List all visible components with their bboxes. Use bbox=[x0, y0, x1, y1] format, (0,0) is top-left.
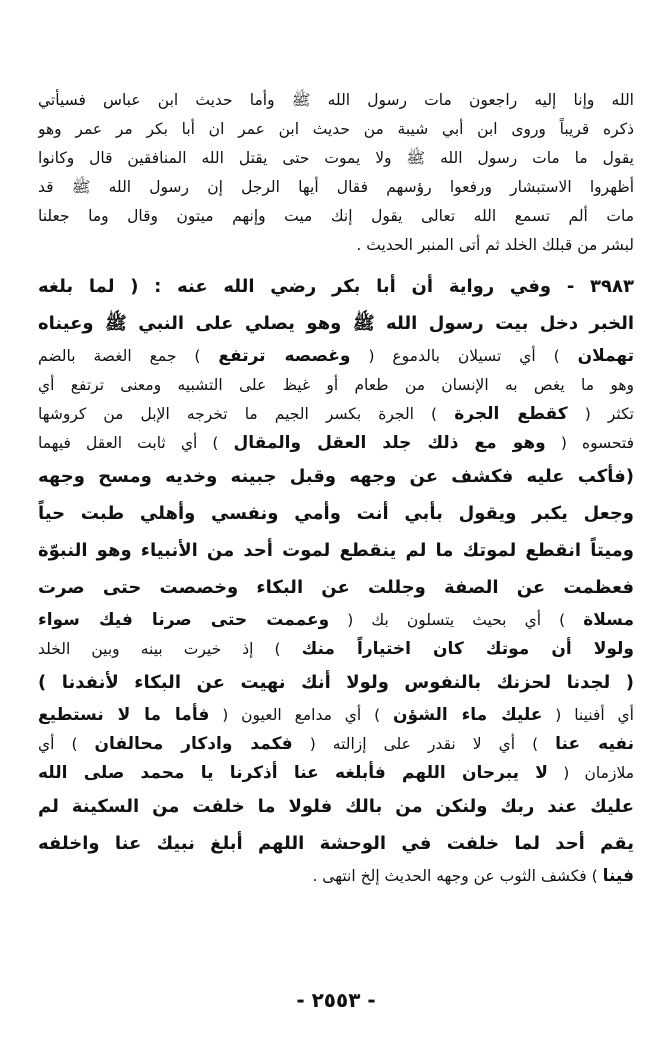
commentary-phrase: ) جمع الغصة بالضم bbox=[38, 347, 219, 365]
text-line: مات ألم تسمع الله تعالى يقول إنك ميت وإنهم ميتون وقال وما جعلنا bbox=[38, 207, 634, 225]
commentary-phrase: ملازمان ( bbox=[547, 764, 634, 782]
hadith-phrase: تهملان bbox=[577, 346, 634, 366]
commentary-phrase: ) أي bbox=[38, 735, 95, 753]
hadith-phrase: كقطع الجرة bbox=[454, 404, 568, 424]
text-line: لبشر من قبلك الخلد ثم أتى المنبر الحديث . bbox=[356, 236, 634, 254]
commentary-phrase: ) أي تسيلان بالدموع ( bbox=[350, 347, 578, 365]
hadith-heading-line: ٣٩٨٣ - وفي رواية أن أبا بكر رضي الله عنه : ( لما بلغه bbox=[38, 276, 634, 297]
mixed-line bbox=[38, 400, 634, 429]
commentary-phrase: ) أي بحيث يتسلون بك ( bbox=[329, 611, 584, 629]
mixed-line bbox=[38, 606, 634, 635]
commentary-phrase: ) أي ثابت العقل فيهما bbox=[38, 434, 234, 452]
hadith-text-line: (فأكب عليه فكشف عن وجهه وقبل جبينه وخديه ومسح وجهه bbox=[38, 466, 634, 487]
commentary-phrase: أي أفنينا ( bbox=[542, 706, 634, 724]
hadith-phrase: فينا bbox=[602, 866, 634, 886]
text-line: يقول ما مات رسول الله ﷺ ولا يموت حتى يقتل الله المنافقين قال وكانوا bbox=[38, 149, 634, 167]
page-number: - ٢٥٥٣ - bbox=[296, 988, 376, 1012]
mixed-line bbox=[38, 429, 634, 458]
hadith-phrase: وعممت حتى صرنا فيك سواء bbox=[38, 610, 330, 630]
commentary-phrase: فتحسوه ( bbox=[545, 434, 634, 452]
hadith-phrase: وهو مع ذلك جلد العقل والمقال bbox=[233, 433, 546, 453]
text-line: الله وإنا إليه راجعون مات رسول الله ﷺ وأما حديث ابن عباس فسيأتي bbox=[38, 91, 634, 109]
text-line: أظهروا الاستبشار ورفعوا رؤسهم فقال أيها الرجل إن رسول الله ﷺ قد bbox=[38, 178, 634, 196]
hadith-phrase: فأما ما لا نستطيع bbox=[38, 705, 210, 725]
hadith-text-line: وميتاً انقطع لموتك ما لم ينقطع لموت أحد من الأنبياء وهو النبوّة bbox=[38, 540, 634, 561]
commentary-phrase: ) الجرة بكسر الجيم ما تخرجه الإبل من كروشها bbox=[38, 405, 455, 423]
text-line: ذكره قريباً وروى ابن أبي شيبة من حديث ابن عمر ان أبا بكر مر عمر وهو bbox=[38, 120, 634, 138]
hadith-phrase: عليك ماء الشؤن bbox=[393, 705, 543, 725]
commentary-phrase: تكثر ( bbox=[567, 405, 634, 423]
hadith-phrase: فكمد وادكار محالفان bbox=[94, 734, 293, 754]
hadith-phrase: ولولا أن موتك كان اختياراً منك bbox=[301, 639, 634, 659]
hadith-text-line: ( لجدنا لحزنك بالنفوس ولولا أنك نهيت عن البكاء لأنفدنا ) bbox=[38, 672, 634, 693]
text-line: وهو ما يغص به الإنسان من طعام أو غيظ على التشبيه ومعنى ترتفع أي bbox=[38, 376, 634, 394]
hadith-text-line: الخبر دخل بيت رسول الله ﷺ وهو يصلي على النبي ﷺ وعيناه bbox=[38, 313, 634, 334]
commentary-phrase: ) فكشف الثوب عن وجهه الحديث إلخ انتهى . bbox=[312, 867, 603, 885]
hadith-text-line: وجعل يكبر ويقول بأبي أنت وأمي ونفسي وأهلي طبت حياً bbox=[38, 503, 634, 524]
hadith-phrase: مسلاة bbox=[583, 610, 634, 630]
hadith-phrase: لا يبرحان اللهم فأبلغه عنا أذكرنا يا محمد صلى الله bbox=[38, 763, 548, 783]
hadith-phrase: وغصصه ترتفع bbox=[218, 346, 351, 366]
hadith-text-line: عليك عند ربك ولنكن من بالك فلولا ما خلفت من السكينة لم bbox=[38, 796, 634, 817]
hadith-text-line: فعظمت عن الصفة وجللت عن البكاء وخصصت حتى صرت bbox=[38, 577, 634, 598]
commentary-phrase: ) أي لا نقدر على إزالته ( bbox=[292, 735, 556, 753]
mixed-line bbox=[38, 759, 634, 788]
commentary-phrase: ) أي مدامع العيون ( bbox=[209, 706, 394, 724]
mixed-line bbox=[38, 862, 634, 891]
mixed-line bbox=[38, 635, 634, 664]
hadith-phrase: نفيه عنا bbox=[555, 734, 634, 754]
page-body bbox=[38, 86, 634, 891]
hadith-text-line: يقم أحد لما خلفت في الوحشة اللهم أبلغ نبيك عنا واخلفه bbox=[38, 833, 634, 854]
mixed-line bbox=[38, 701, 634, 730]
commentary-phrase: ) إذ خيرت بينه وبين الخلد bbox=[38, 640, 302, 658]
hadith-block bbox=[38, 268, 634, 891]
mixed-line bbox=[38, 342, 634, 371]
mixed-line bbox=[38, 730, 634, 759]
commentary-paragraph bbox=[38, 86, 634, 260]
